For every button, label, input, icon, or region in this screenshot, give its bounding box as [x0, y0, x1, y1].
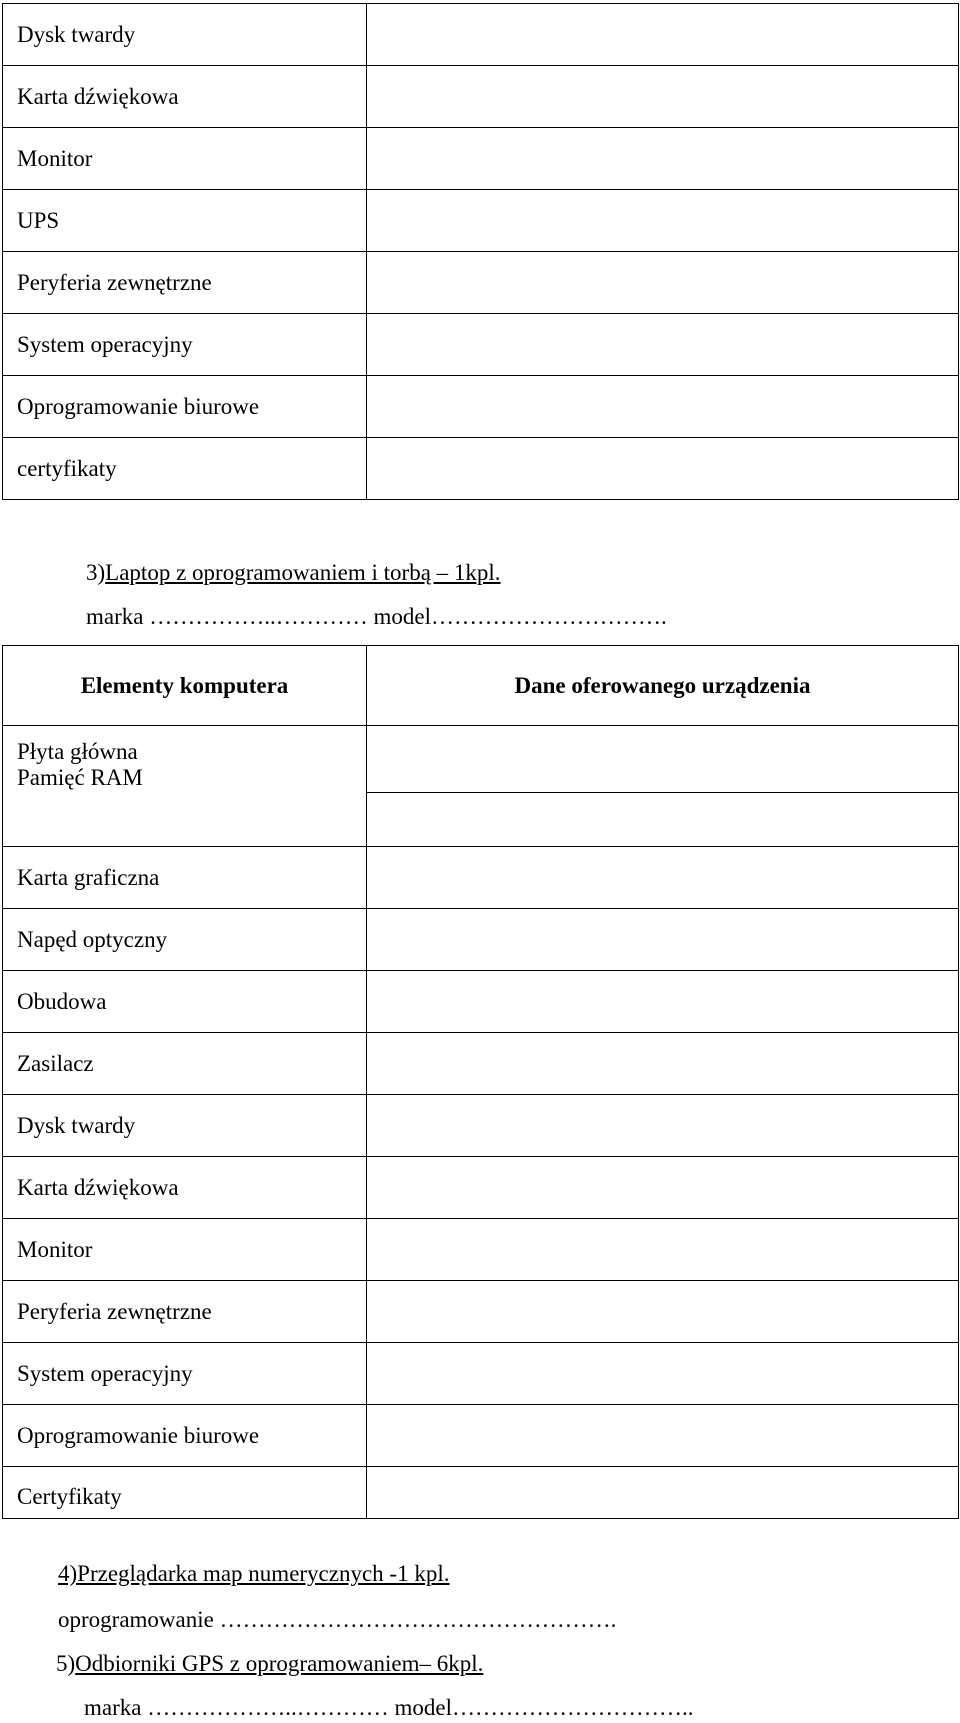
table-row [3, 438, 959, 500]
table-row [3, 1095, 959, 1157]
component-value-cell[interactable] [367, 4, 959, 66]
component-value-cell[interactable] [367, 438, 959, 500]
component-name-merged [3, 726, 367, 847]
component-name: Karta dźwiękowa [3, 1157, 367, 1219]
component-name: Oprogramowanie biurowe [3, 376, 367, 438]
table-row [3, 190, 959, 252]
component-value-cell[interactable] [367, 793, 959, 847]
component-name: Karta graficzna [3, 847, 367, 909]
table-row [3, 909, 959, 971]
component-value-cell[interactable] [367, 909, 959, 971]
component-value-cell[interactable] [367, 1467, 959, 1519]
component-value-cell[interactable] [367, 1033, 959, 1095]
component-name: Płyta główna [17, 739, 138, 764]
component-name: Certyfikaty [3, 1467, 367, 1519]
component-table-continued [2, 3, 959, 500]
component-value-cell[interactable] [367, 1157, 959, 1219]
laptop-component-table [2, 645, 959, 1519]
section-3-title: Laptop z oprogramowaniem i torbą – 1kpl. [105, 560, 501, 585]
component-name: UPS [3, 190, 367, 252]
component-name: Obudowa [3, 971, 367, 1033]
section-5-heading [56, 1652, 483, 1675]
section-5-number: 5) [56, 1651, 76, 1676]
component-name: System operacyjny [3, 314, 367, 376]
component-name: Peryferia zewnętrzne [3, 252, 367, 314]
table-row [3, 376, 959, 438]
component-value-cell[interactable] [367, 1343, 959, 1405]
component-name: Dysk twardy [3, 1095, 367, 1157]
table-row [3, 314, 959, 376]
table-row [3, 1033, 959, 1095]
table-row [3, 1219, 959, 1281]
component-value-cell[interactable] [367, 1219, 959, 1281]
section-3-marka-model-line: marka ……………..………… model…………………………. [86, 604, 667, 629]
component-value-cell[interactable] [367, 66, 959, 128]
component-name: Karta dźwiękowa [3, 66, 367, 128]
component-value-cell[interactable] [367, 376, 959, 438]
header-dane-oferowanego-urzadzenia: Dane oferowanego urządzenia [367, 646, 959, 726]
component-name: Peryferia zewnętrzne [3, 1281, 367, 1343]
table-row [3, 252, 959, 314]
component-name: Monitor [3, 128, 367, 190]
table-row [3, 726, 959, 793]
component-name: certyfikaty [3, 438, 367, 500]
header-elementy-komputera: Elementy komputera [3, 646, 367, 726]
component-name: Monitor [3, 1219, 367, 1281]
section-3-heading [86, 561, 501, 584]
component-value-cell[interactable] [367, 252, 959, 314]
table-row [3, 1467, 959, 1519]
table-row [3, 1157, 959, 1219]
table-row [3, 971, 959, 1033]
table-row [3, 847, 959, 909]
component-name: Pamięć RAM [17, 765, 143, 790]
table-row [3, 1343, 959, 1405]
table-row [3, 1405, 959, 1467]
component-value-cell[interactable] [367, 1405, 959, 1467]
component-value-cell[interactable] [367, 128, 959, 190]
component-value-cell[interactable] [367, 971, 959, 1033]
section-5-marka-model-line: marka ………………..………… model………………………….. [84, 1695, 694, 1720]
component-value-cell[interactable] [367, 190, 959, 252]
section-5-title: Odbiorniki GPS z oprogramowaniem– 6kpl. [75, 1651, 484, 1676]
component-value-cell[interactable] [367, 847, 959, 909]
component-name: Zasilacz [3, 1033, 367, 1095]
table-row [3, 66, 959, 128]
table-row [3, 4, 959, 66]
component-value-cell[interactable] [367, 726, 959, 793]
component-value-cell[interactable] [367, 1281, 959, 1343]
table-row [3, 128, 959, 190]
table-row [3, 1281, 959, 1343]
table-header-row [3, 646, 959, 726]
component-value-cell[interactable] [367, 314, 959, 376]
component-name: System operacyjny [3, 1343, 367, 1405]
section-3-number: 3) [86, 560, 106, 585]
component-name: Napęd optyczny [3, 909, 367, 971]
component-name: Dysk twardy [3, 4, 367, 66]
component-name: Oprogramowanie biurowe [3, 1405, 367, 1467]
section-4-heading: 4)Przeglądarka map numerycznych -1 kpl. [58, 1561, 450, 1586]
section-4-oprogramowanie-line: oprogramowanie ……………………………………………. [58, 1607, 617, 1632]
component-value-cell[interactable] [367, 1095, 959, 1157]
